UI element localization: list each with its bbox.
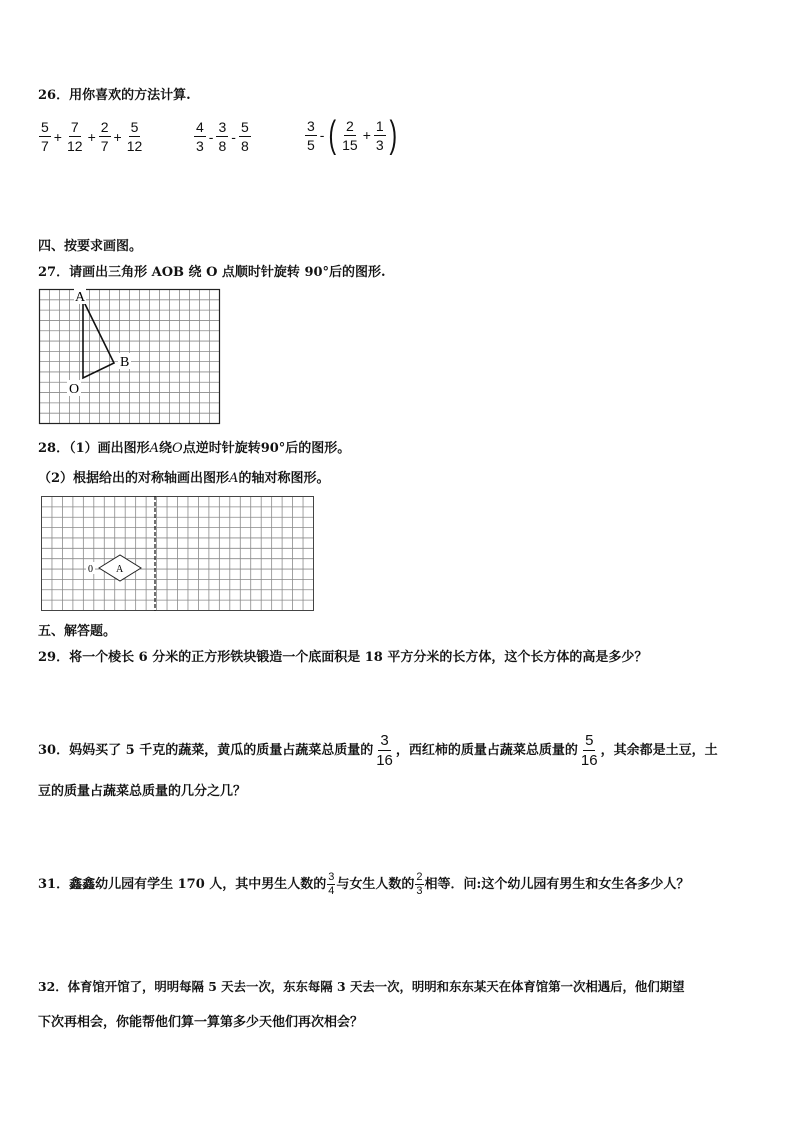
label-o: O: [69, 382, 80, 397]
fraction: $\frac{1}{3}$: [375, 117, 384, 153]
q32-line2: 下次再相会，你能帮他们算一算第多少天他们再次相会？: [38, 1015, 364, 1030]
q28-part1: 28．（1）画出图形A绕O点逆时针旋转90°后的图形。: [38, 441, 351, 456]
label-b: B: [120, 355, 130, 370]
q28-part2: （2）根据给出的对称轴画出图形A的轴对称图形。: [38, 471, 330, 486]
right-paren: ): [389, 114, 397, 156]
q27-grid-figure: [38, 288, 222, 426]
q29-text: 29．将一个棱长 6 分米的正方形铁块锻造一个底面积是 18 平方分米的长方体，这个长方体的高是多少？: [38, 650, 648, 665]
var-a: A: [149, 441, 160, 456]
left-paren: (: [329, 114, 337, 156]
fraction-2-3: $\frac{2}{3}$: [416, 871, 423, 897]
fraction: $\frac{2}{7}$: [100, 119, 109, 154]
fraction: $\frac{5}{7}$: [41, 119, 49, 154]
label-a: A: [75, 290, 86, 305]
fraction-3-16: $\frac{3}{16}$: [376, 732, 393, 769]
var-a: A: [229, 471, 239, 486]
q32-line1: 32．体育馆开馆了，明明每隔 5 天去一次，东东每隔 3 天去一次，明明和东东某天在体育馆第一次相遇后，他们期望: [38, 979, 685, 994]
label-o: 0: [88, 564, 93, 575]
q27-title: 27．请画出三角形 AOB 绕 O 点顺时针旋转 90°后的图形.: [38, 265, 386, 280]
q28-grid: [42, 497, 314, 611]
section-4-title: 四、按要求画图。: [38, 239, 143, 254]
fraction: $\frac{7}{12}$: [66, 119, 83, 154]
q26-title: 26．用你喜欢的方法计算.: [38, 88, 191, 103]
q26-expression-2: $\frac{4}{3}$ - $\frac{3}{8}$ - $\frac{5}{8}$: [196, 119, 249, 154]
fraction-3-4: $\frac{3}{4}$: [328, 871, 335, 897]
q26-expression-3: $\frac{3}{5}$ - ( $\frac{2}{15}$ + $\frac{1}{3}$ ): [307, 114, 397, 156]
fraction: $\frac{3}{8}$: [218, 119, 227, 154]
q31-text: 31．鑫鑫幼儿园有学生 170 人，其中男生人数的 $\frac{3}{4}$ 与女生人数的 $\frac{2}{3}$ 相等．问:这个幼儿园有男生和女生各多少人？: [38, 871, 690, 897]
shape-a-label: A: [116, 564, 124, 575]
q26-expression-1: $\frac{5}{7}$ + $\frac{7}{12}$ + $\frac{2}{7}$ + $\frac{5}{12}$: [41, 119, 143, 154]
fraction: $\frac{4}{3}$: [196, 119, 204, 154]
q28-grid-figure: [40, 495, 316, 613]
section-5-title: 五、解答题。: [38, 624, 117, 639]
fraction: $\frac{2}{15}$: [342, 117, 358, 153]
fraction: $\frac{5}{12}$: [126, 119, 143, 154]
fraction: $\frac{3}{5}$: [307, 117, 315, 153]
fraction: $\frac{5}{8}$: [240, 119, 249, 154]
q30-line1: 30．妈妈买了 5 千克的蔬菜，黄瓜的质量占蔬菜总质量的 $\frac{3}{16}$ ，西红柿的质量占蔬菜总质量的 $\frac{5}{16}$ ，其余都是土豆，土: [38, 732, 718, 769]
fraction-5-16: $\frac{5}{16}$: [580, 732, 598, 769]
q30-line2: 豆的质量占蔬菜总质量的几分之几？: [38, 784, 247, 799]
var-o: O: [172, 441, 183, 456]
